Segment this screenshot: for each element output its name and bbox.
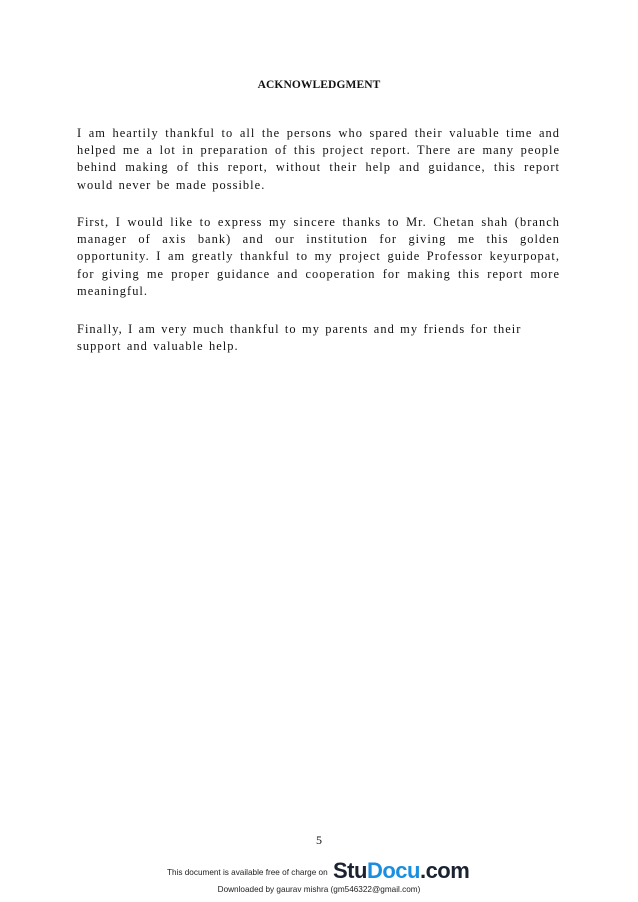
paragraph-3: Finally, I am very much thankful to my parents and my friends for their support and valuable help. bbox=[77, 322, 522, 354]
logo-part-stu: Stu bbox=[333, 858, 367, 883]
paragraph-2: First, I would like to express my sincere thanks to Mr. Chetan shah (branch manager of axis bank) and our institution for giving me this golden opportunity. I am greatly thankful to my project guide Professor keyurpopat, for giving me proper guidance and cooperation for making this report more meaningful. bbox=[77, 215, 560, 298]
availability-text: This document is available free of charge on bbox=[167, 868, 328, 877]
logo-part-docu: Docu bbox=[366, 858, 420, 883]
download-info: Downloaded by gaurav mishra (gm546322@gmail.com) bbox=[217, 885, 421, 894]
studocu-logo[interactable] bbox=[333, 858, 469, 884]
download-footer bbox=[0, 858, 638, 902]
page-title: ACKNOWLEDGMENT bbox=[257, 79, 381, 91]
logo-part-com: .com bbox=[419, 858, 470, 883]
page-number: 5 bbox=[316, 833, 322, 847]
paragraph-1: I am heartily thankful to all the persons who spared their valuable time and helped me a lot in preparation of this project report. There are many people behind making of this report, without their help and guidance, this report would never be made possible. bbox=[77, 126, 560, 192]
